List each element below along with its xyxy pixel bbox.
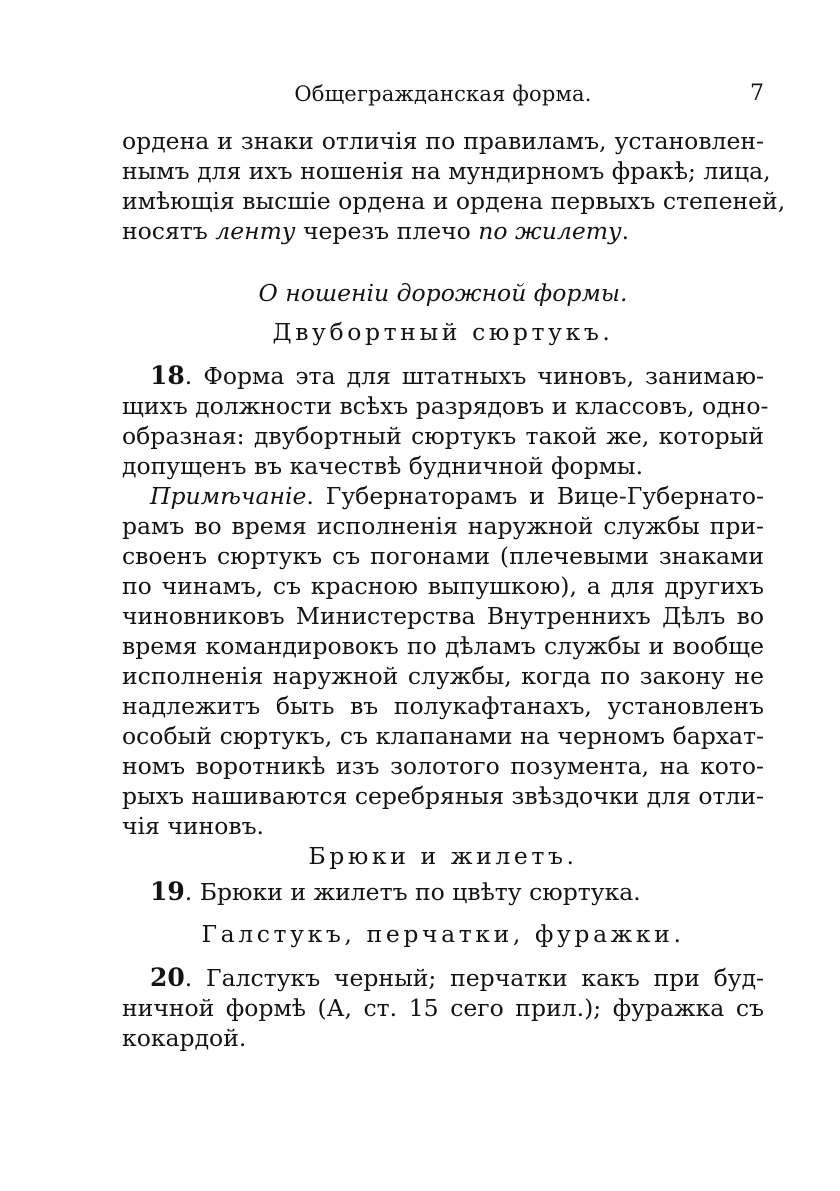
- note-label: Примѣчаніе: [150, 482, 307, 510]
- text-line: [122, 963, 764, 993]
- text-line: ордена и знаки отличія по правиламъ, установлен-: [122, 127, 764, 155]
- text-line: надлежитъ быть въ полукафтанахъ, установленъ: [122, 692, 764, 720]
- text-line: нымъ для ихъ ношенія на мундирномъ фракѣ; лица,: [122, 157, 771, 185]
- text-line: [122, 216, 764, 246]
- text-line: допущенъ въ качествѣ будничной формы.: [122, 452, 644, 480]
- intro-paragraph: [122, 126, 786, 246]
- section-heading-travel-form: О ношеніи дорожной формы.: [258, 279, 628, 307]
- text-line: имѣющія высшіе ордена и ордена первыхъ степеней,: [122, 187, 786, 215]
- text-line: чиновниковъ Министерства Внутреннихъ Дѣлъ во: [122, 602, 764, 630]
- text-line: щихъ должности всѣхъ разрядовъ и классовъ, одно-: [122, 392, 769, 420]
- page-number: 7: [750, 81, 764, 106]
- note-paragraph: [122, 481, 764, 841]
- body-text: [122, 126, 786, 1053]
- text-fragment: . Брюки и жилетъ по цвѣту сюртука.: [184, 878, 641, 906]
- text-line: кокардой.: [122, 1024, 247, 1052]
- paragraph-18: [122, 361, 769, 481]
- text-line: исполненія наружной службы, когда по закону не: [122, 662, 764, 690]
- running-header: [122, 78, 764, 110]
- text-line: рыхъ нашиваются серебряныя звѣздочки для отли-: [122, 782, 764, 810]
- text-line: особый сюртукъ, съ клапанами на черномъ бархат-: [122, 722, 764, 750]
- text-fragment: . Губернаторамъ и Вице-Губернато-: [306, 482, 764, 510]
- text-line: рамъ во время исполненія наружной службы при-: [122, 512, 764, 540]
- text-line: по чинамъ, съ красною выпушкою), а для другихъ: [122, 572, 764, 600]
- text-line: [122, 877, 764, 907]
- text-fragment: носятъ: [122, 217, 216, 245]
- text-line: время командировокъ по дѣламъ службы и вообще: [122, 632, 764, 660]
- text-line: ничной формѣ (А, ст. 15 сего прил.); фуражка съ: [122, 994, 764, 1022]
- text-line: номъ воротникѣ изъ золотого позумента, на кото-: [122, 752, 764, 780]
- emphasis-lenta: ленту: [215, 217, 296, 245]
- text-line: чія чиновъ.: [122, 812, 265, 840]
- text-fragment: черезъ плечо: [295, 217, 479, 245]
- running-title: Общегражданская форма.: [294, 82, 592, 106]
- emphasis-po-zhiletu: по жилету: [478, 217, 622, 245]
- text-line: [122, 481, 764, 511]
- paragraph-number: 20: [150, 963, 185, 992]
- paragraph-20: [122, 963, 764, 1053]
- text-line: своенъ сюртукъ съ погонами (плечевыми знаками: [122, 542, 764, 570]
- paragraph-19: [122, 877, 764, 907]
- section-heading-tie-gloves-caps: Галстукъ, перчатки, фуражки.: [201, 920, 685, 948]
- paragraph-number: 18: [150, 361, 185, 390]
- text-fragment: . Форма эта для штатныхъ чиновъ, занимаю-: [184, 362, 764, 390]
- section-heading-frock-coat: Двубортный сюртукъ.: [272, 318, 614, 346]
- text-line: образная: двубортный сюртукъ такой же, который: [122, 422, 764, 450]
- text-fragment: .: [621, 217, 630, 245]
- text-fragment: . Галстукъ черный; перчатки какъ при буд-: [184, 964, 764, 992]
- section-heading-trousers-vest: Брюки и жилетъ.: [308, 842, 578, 870]
- text-line: [122, 361, 764, 391]
- paragraph-number: 19: [150, 877, 185, 906]
